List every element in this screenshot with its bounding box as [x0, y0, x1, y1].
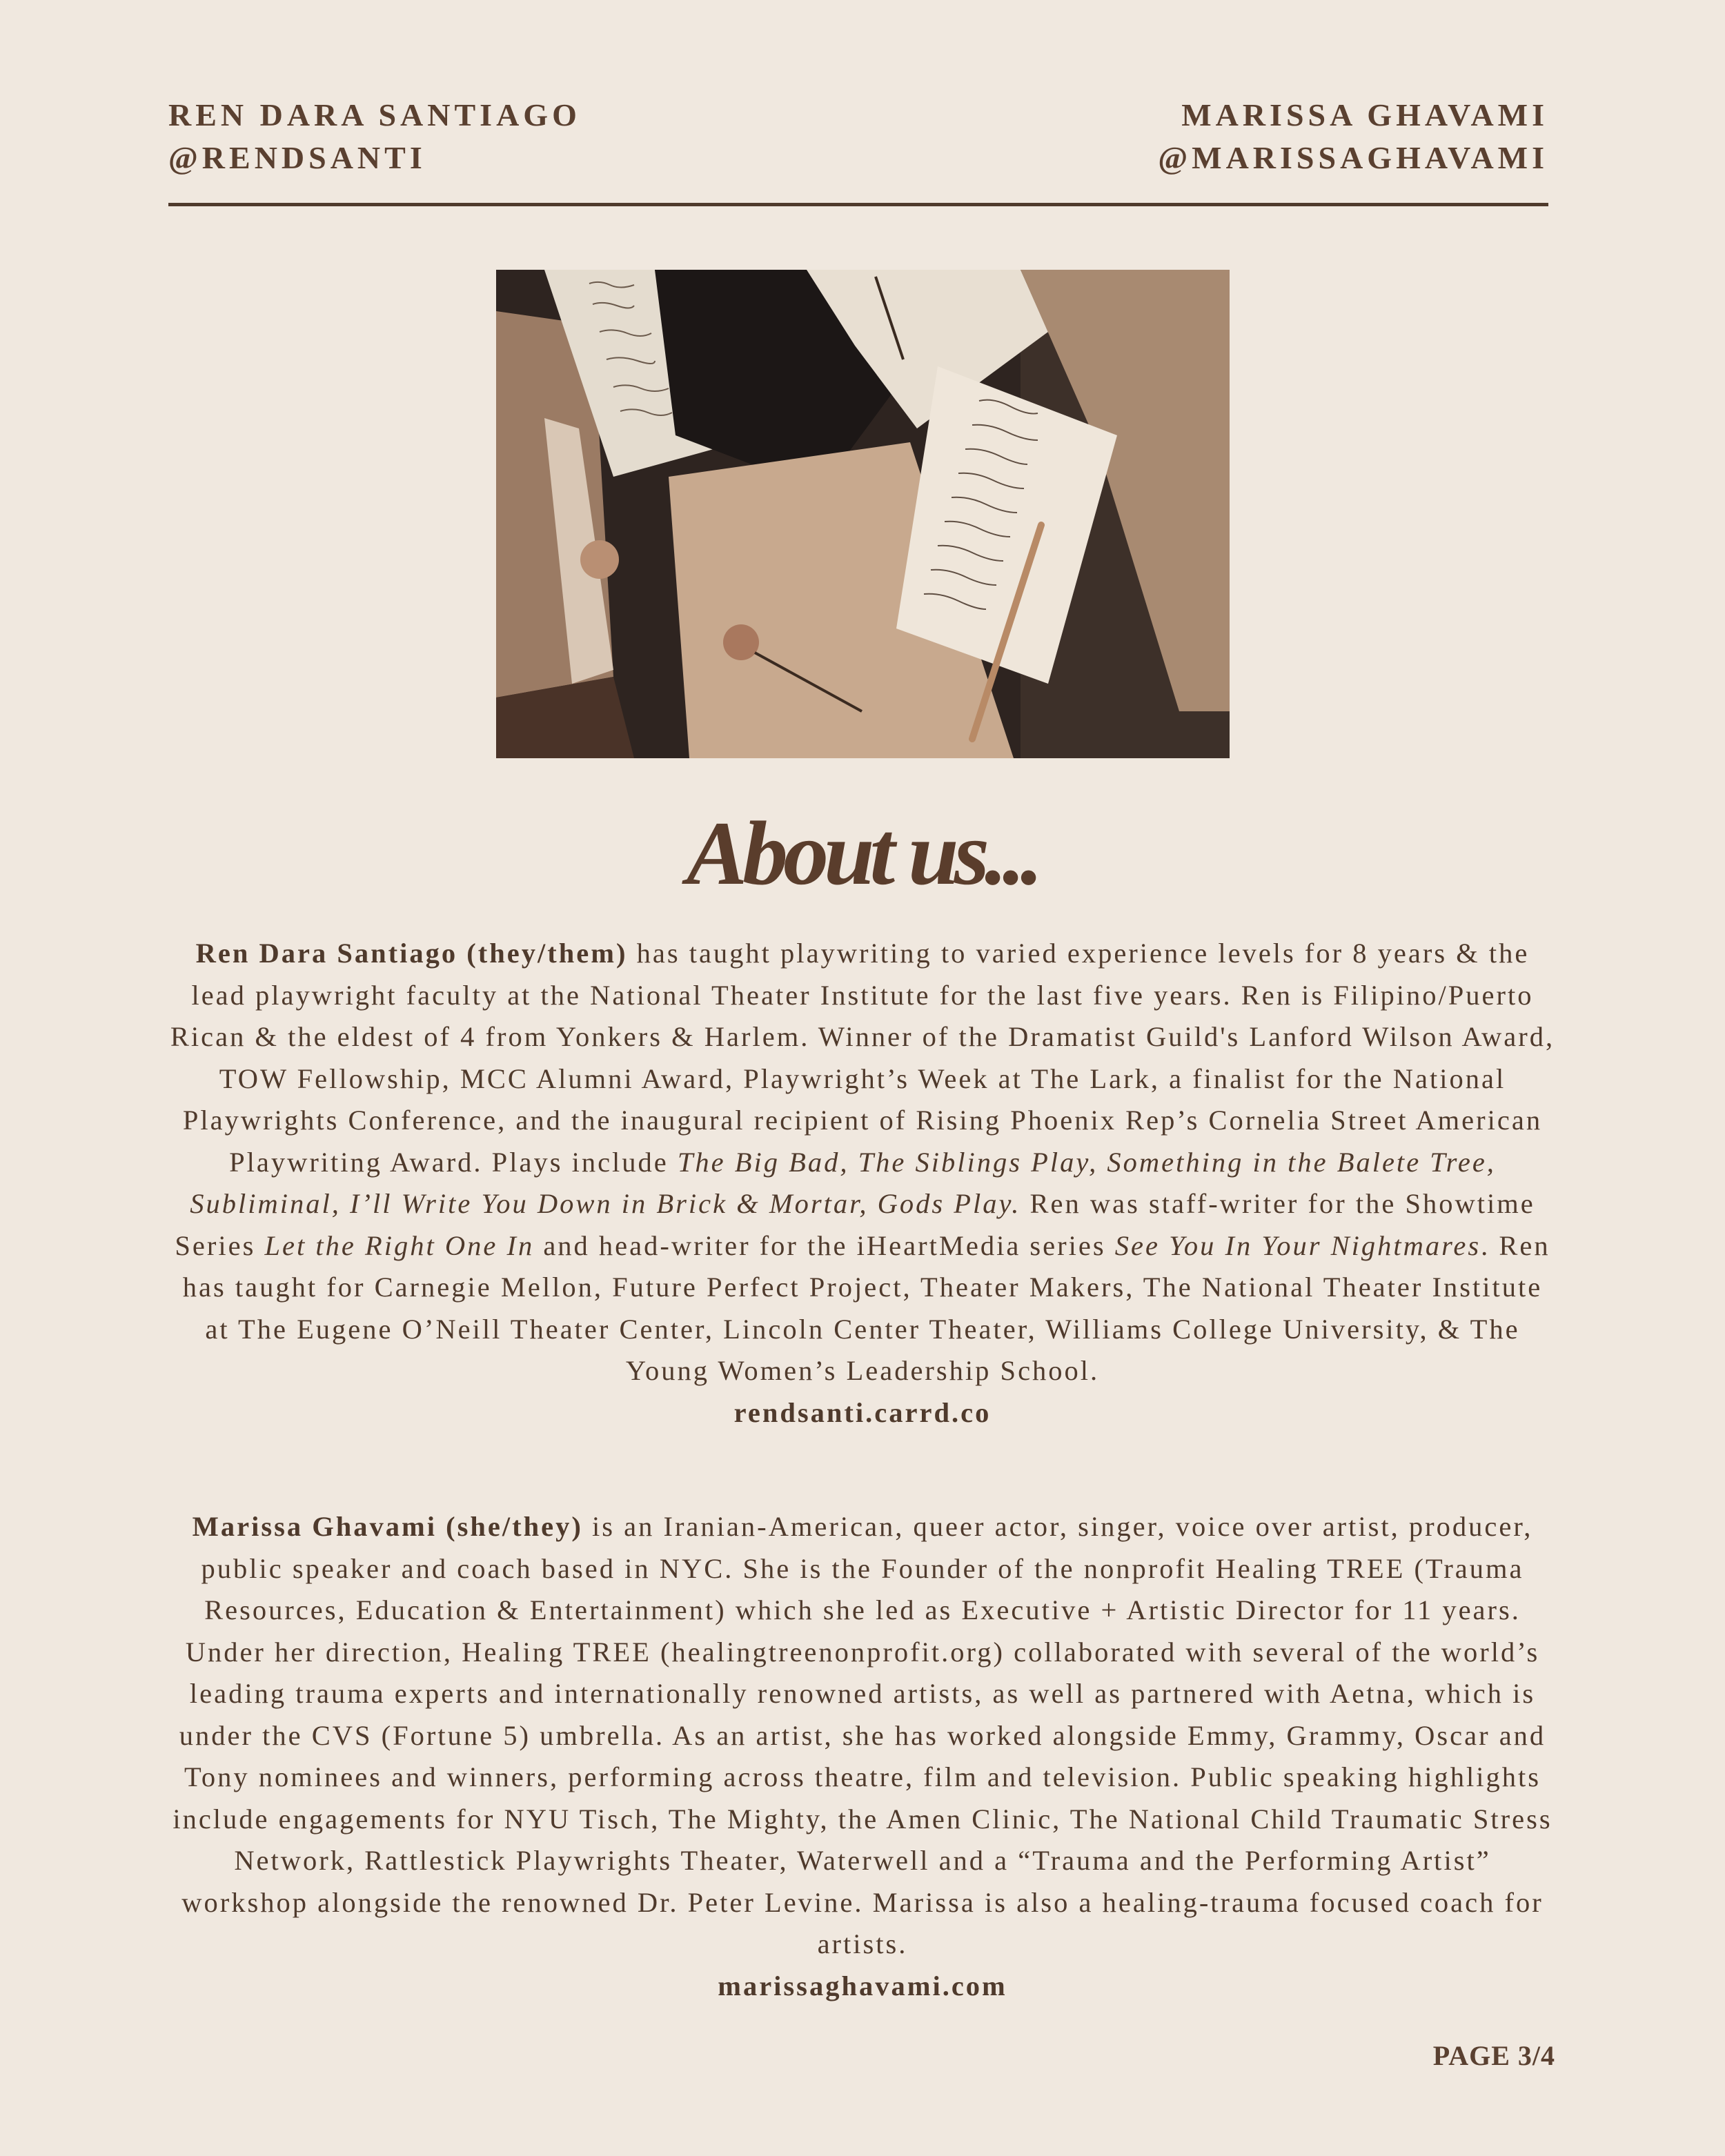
page-number: PAGE 3/4 — [1432, 2040, 1555, 2071]
bio-text: . Ren has taught for Carnegie Mellon, Future Perfect Project, Theater Makers, The National Theater Institute at The Eugene O’Neill Theater Center, Lincoln Center Theater, Williams College University, & The Young Women’s Leadership School. — [182, 1229, 1550, 1386]
bio-name: Marissa Ghavami (she/they) — [192, 1511, 583, 1542]
website-link-marissa[interactable]: marissaghavami.com — [718, 1970, 1007, 2001]
bio-text: Ren was staff-writer for the Showtime Series — [175, 1188, 1535, 1261]
header-divider — [168, 203, 1548, 206]
page-title: About us... — [687, 802, 1038, 904]
author-handle-ren[interactable]: @RENDSANTI — [168, 140, 426, 175]
header-right — [1158, 94, 1548, 179]
bio-ren — [168, 933, 1557, 1434]
author-name-ren: REN DARA SANTIAGO — [168, 97, 581, 132]
header — [168, 94, 1548, 204]
author-handle-marissa[interactable]: @MARISSAGHAVAMI — [1158, 140, 1548, 175]
bio-text: is an Iranian-American, queer actor, singer, voice over artist, producer, public speaker and coach based in NYC. She is the Founder of the nonprofit Healing TREE (Trauma Resources, Education & Entertainment) which she led as Executive + Artistic Director for 11 years. Under her direction, Healing TREE (healingtreenonprofit.org) collaborated with several of the world’s leading trauma experts and internationally renowned artists, as well as partnered with Aetna, which is under the CVS (Fortune 5) umbrella. As an artist, she has worked alongside Emmy, Grammy, Oscar and Tony nominees and winners, performing across theatre, film and television. Public speaking highlights include engagements for NYU Tisch, The Mighty, the Amen Clinic, The National Child Traumatic Stress Network, Rattlestick Playwrights Theater, Waterwell and a “Trauma and the Performing Artist” workshop alongside the renowned Dr. Peter Levine. Marissa is also a healing-trauma focused coach for artists. — [172, 1511, 1552, 1959]
bio-show-title: Let the Right One In — [264, 1229, 535, 1261]
bio-plays: The Big Bad, The Siblings Play, Something in the Balete Tree, Subliminal, I’ll Write You Down in Brick & Mortar, Gods Play. — [190, 1146, 1496, 1219]
bio-show-title: See You In Your Nightmares — [1114, 1229, 1481, 1261]
bio-name: Ren Dara Santiago (they/them) — [195, 938, 628, 969]
bio-text: and head-writer for the iHeartMedia series — [534, 1229, 1115, 1261]
author-name-marissa: MARISSA GHAVAMI — [1181, 97, 1548, 132]
desk-notebooks-photo-icon — [496, 270, 1230, 758]
header-left — [168, 94, 581, 179]
bio-text: has taught playwriting to varied experience levels for 8 years & the lead playwright faculty at the National Theater Institute for the last five years. Ren is Filipino/Puerto Rican & the eldest of 4 from Yonkers & Harlem. Winner of the Dramatist Guild's Lanford Wilson Award, TOW Fellowship, MCC Alumni Award, Playwright’s Week at The Lark, a finalist for the National Playwrights Conference, and the inaugural recipient of Rising Phoenix Rep’s Cornelia Street American Playwriting Award. Plays include — [170, 938, 1555, 1178]
bio-marissa — [168, 1506, 1557, 2007]
website-link-ren[interactable]: rendsanti.carrd.co — [733, 1396, 992, 1428]
